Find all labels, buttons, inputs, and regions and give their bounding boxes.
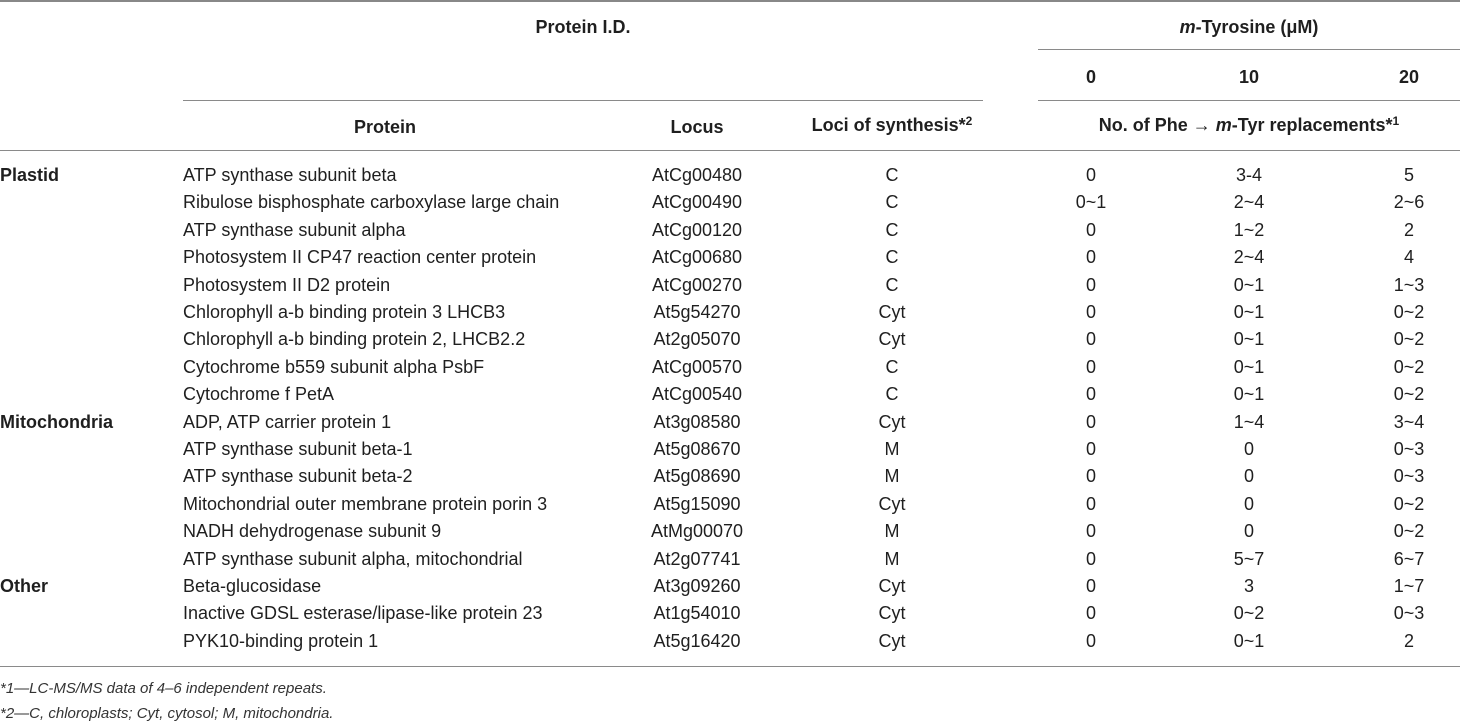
locus: At3g09260: [653, 576, 741, 596]
protein-name: Chlorophyll a-b binding protein 3 LHCB3: [183, 302, 506, 322]
header-loci-sup: 2: [965, 114, 973, 128]
replacements-10: 0~1: [1233, 274, 1265, 295]
locus: At5g16420: [653, 630, 741, 651]
synthesis-site: C: [885, 192, 899, 213]
table-row: [0, 162, 1460, 189]
table-row: [0, 463, 1460, 490]
replacements-10: 2~4: [1233, 192, 1265, 213]
replacements-20: 2~6: [1393, 192, 1425, 213]
replacements-0: 0: [1085, 411, 1097, 432]
protein-name: Inactive GDSL esterase/lipase-like protein 23: [183, 603, 543, 624]
replacements-10: 0~1: [1233, 302, 1265, 322]
locus: At2g07741: [653, 548, 741, 569]
replacements-0: 0: [1085, 603, 1097, 624]
table-row: [0, 546, 1460, 573]
replacements-10: 1~4: [1233, 411, 1265, 432]
header-m-italic: m: [1179, 17, 1196, 37]
replacements-0: 0: [1085, 384, 1097, 405]
synthesis-site: C: [885, 384, 899, 405]
replacements-10: 2~4: [1233, 247, 1265, 268]
replacements-0: 0: [1085, 576, 1097, 596]
protein-name: Photosystem II D2 protein: [183, 274, 391, 295]
table-row: [0, 491, 1460, 518]
synthesis-site: Cyt: [878, 302, 906, 322]
replacements-10: 0~1: [1233, 329, 1265, 350]
header-replacements: [1099, 116, 1399, 134]
replacements-10: 0: [1243, 493, 1255, 514]
locus: At5g08690: [653, 466, 741, 487]
header-locus: Locus: [670, 117, 724, 137]
header-protein: Protein: [353, 117, 417, 137]
protein-name: ATP synthase subunit alpha: [183, 219, 406, 240]
replacements-20: 0~2: [1393, 356, 1425, 377]
header-m-tyrosine: [1180, 18, 1319, 36]
table-row: [0, 573, 1460, 600]
table-row: [0, 628, 1460, 655]
header-replacements-italic: m: [1215, 115, 1232, 135]
table-row: [0, 299, 1460, 326]
replacements-0: 0: [1085, 356, 1097, 377]
synthesis-site: Cyt: [878, 603, 906, 624]
top-rule: [0, 0, 1460, 2]
header-protein-id: Protein I.D.: [535, 17, 631, 37]
replacements-20: 0~2: [1393, 302, 1425, 322]
locus: AtCg00480: [651, 165, 743, 185]
replacements-20: 0~3: [1393, 603, 1425, 624]
synthesis-site: C: [885, 356, 899, 377]
replacements-10: 0: [1243, 521, 1255, 542]
replacements-10: 0~1: [1233, 630, 1265, 651]
header-loci-of-synthesis: [812, 116, 973, 134]
replacements-0: 0: [1085, 521, 1097, 542]
table-row: [0, 217, 1460, 244]
protein-name: ATP synthase subunit alpha, mitochondrial: [183, 548, 523, 569]
table-row: [0, 244, 1460, 271]
synthesis-site: Cyt: [878, 329, 906, 350]
locus: AtCg00680: [651, 247, 743, 268]
locus: At5g15090: [653, 493, 741, 514]
locus: AtCg00540: [651, 384, 743, 405]
protein-name: Beta-glucosidase: [183, 576, 322, 596]
replacements-20: 2: [1403, 219, 1415, 240]
locus: At1g54010: [653, 603, 741, 624]
locus: At3g08580: [653, 411, 741, 432]
synthesis-site: Cyt: [878, 411, 906, 432]
replacements-10: 0~2: [1233, 603, 1265, 624]
replacements-20: 3~4: [1393, 411, 1425, 432]
header-conc-20: 20: [1398, 67, 1420, 87]
protein-name: Ribulose bisphosphate carboxylase large chain: [183, 192, 560, 213]
replacements-10: 0~1: [1233, 356, 1265, 377]
header-replacements-sup: 1: [1392, 114, 1400, 128]
replacements-20: 5: [1403, 165, 1415, 185]
replacements-0: 0: [1085, 493, 1097, 514]
locus: AtCg00490: [651, 192, 743, 213]
table-row: [0, 436, 1460, 463]
protein-name: Photosystem II CP47 reaction center protein: [183, 247, 537, 268]
protein-name: PYK10-binding protein 1: [183, 630, 379, 651]
replacements-20: 0~3: [1393, 466, 1425, 487]
group-label: Other: [0, 576, 49, 596]
table-row: [0, 409, 1460, 436]
synthesis-site: C: [885, 165, 899, 185]
replacements-20: 6~7: [1393, 548, 1425, 569]
replacements-20: 2: [1403, 630, 1415, 651]
header-m-tyrosine-text: -Tyrosine (μM): [1195, 17, 1319, 37]
replacements-0: 0: [1085, 439, 1097, 459]
header-conc-0: 0: [1085, 67, 1097, 87]
replacements-0: 0: [1085, 548, 1097, 569]
group-label: Plastid: [0, 165, 60, 185]
protein-name: ATP synthase subunit beta-2: [183, 466, 413, 487]
synthesis-site: M: [884, 548, 900, 569]
table-row: [0, 189, 1460, 216]
footnote-1: *1—LC-MS/MS data of 4–6 independent repeats.: [0, 680, 327, 697]
synthesis-site: C: [885, 219, 899, 240]
synthesis-site: Cyt: [878, 576, 906, 596]
header-replacements-pre: No. of Phe →: [1098, 115, 1216, 135]
replacements-0: 0: [1085, 466, 1097, 487]
locus: At2g05070: [653, 329, 741, 350]
locus: AtCg00120: [651, 219, 743, 240]
replacements-0: 0: [1085, 302, 1097, 322]
replacements-0: 0: [1085, 219, 1097, 240]
table-row: [0, 381, 1460, 408]
synthesis-site: C: [885, 247, 899, 268]
replacements-20: 4: [1403, 247, 1415, 268]
synthesis-site: C: [885, 274, 899, 295]
table-row: [0, 272, 1460, 299]
locus: At5g54270: [653, 302, 741, 322]
replacements-0: 0: [1085, 274, 1097, 295]
synthesis-site: M: [884, 439, 900, 459]
replacements-20: 0~2: [1393, 384, 1425, 405]
replacements-0: 0: [1085, 247, 1097, 268]
protein-name: ADP, ATP carrier protein 1: [183, 411, 392, 432]
header-bottom-rule: [0, 150, 1460, 151]
replacements-20: 0~2: [1393, 329, 1425, 350]
locus: AtCg00270: [651, 274, 743, 295]
header-loci-text: Loci of synthesis*: [811, 115, 966, 135]
replacements-0: 0: [1085, 630, 1097, 651]
header-replacements-post: -Tyr replacements*: [1231, 115, 1393, 135]
protein-name: Chlorophyll a-b binding protein 2, LHCB2.2: [183, 329, 526, 350]
replacements-0: 0: [1085, 329, 1097, 350]
conc-rule: [1038, 100, 1460, 101]
replacements-10: 5~7: [1233, 548, 1265, 569]
synthesis-site: Cyt: [878, 493, 906, 514]
replacements-10: 1~2: [1233, 219, 1265, 240]
replacements-20: 0~2: [1393, 521, 1425, 542]
replacements-10: 0~1: [1233, 384, 1265, 405]
protein-name: NADH dehydrogenase subunit 9: [183, 521, 442, 542]
synthesis-site: Cyt: [878, 630, 906, 651]
table-row: [0, 326, 1460, 353]
locus: AtCg00570: [651, 356, 743, 377]
header-conc-10: 10: [1238, 67, 1260, 87]
replacements-20: 1~3: [1393, 274, 1425, 295]
protein-name: Mitochondrial outer membrane protein porin 3: [183, 493, 548, 514]
locus: AtMg00070: [650, 521, 744, 542]
replacements-10: 3-4: [1235, 165, 1263, 185]
protein-name: ATP synthase subunit beta: [183, 165, 397, 185]
protein-name: Cytochrome f PetA: [183, 384, 335, 405]
replacements-20: 1~7: [1393, 576, 1425, 596]
replacements-20: 0~3: [1393, 439, 1425, 459]
table-row: [0, 518, 1460, 545]
replacements-0: 0~1: [1075, 192, 1107, 213]
replacements-0: 0: [1085, 165, 1097, 185]
locus: At5g08670: [653, 439, 741, 459]
replacements-10: 3: [1243, 576, 1255, 596]
protein-id-rule: [183, 100, 983, 101]
protein-name: Cytochrome b559 subunit alpha PsbF: [183, 356, 485, 377]
table-row: [0, 600, 1460, 627]
replacements-10: 0: [1243, 439, 1255, 459]
replacements-10: 0: [1243, 466, 1255, 487]
table-row: [0, 354, 1460, 381]
replacements-20: 0~2: [1393, 493, 1425, 514]
synthesis-site: M: [884, 521, 900, 542]
mtyr-rule: [1038, 49, 1460, 50]
table-bottom-rule: [0, 666, 1460, 667]
footnote-2: *2—C, chloroplasts; Cyt, cytosol; M, mitochondria.: [0, 705, 334, 722]
group-label: Mitochondria: [0, 411, 113, 432]
synthesis-site: M: [884, 466, 900, 487]
protein-name: ATP synthase subunit beta-1: [183, 439, 413, 459]
